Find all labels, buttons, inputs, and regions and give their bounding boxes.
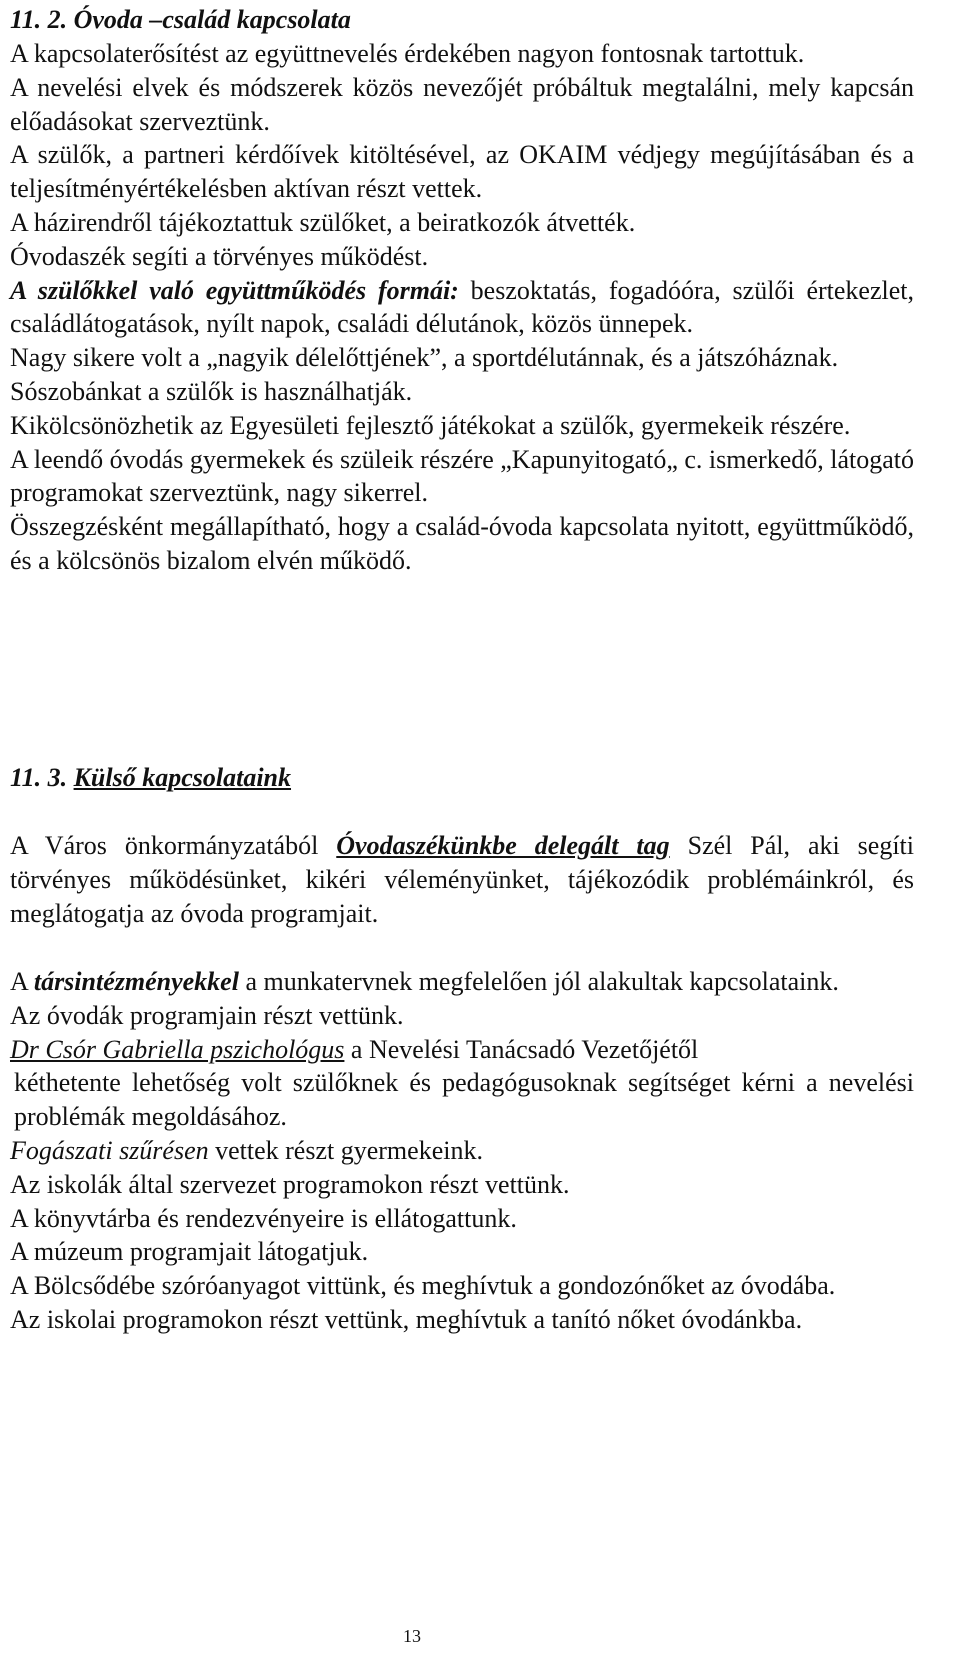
paragraph: [10, 1033, 914, 1067]
paragraph: Az iskolák által szervezet programokon részt vettünk.: [10, 1169, 570, 1199]
paragraph: Az iskolai programokon részt vettünk, meghívtuk a tanító nőket óvodánkba.: [10, 1304, 803, 1334]
paragraph: A múzeum programjait látogatjuk.: [10, 1237, 369, 1267]
text-span: A: [10, 967, 34, 996]
delegate-emphasis: Óvodaszékünkbe delegált tag: [336, 831, 670, 860]
paragraph-municipality: [10, 829, 914, 930]
section-number: 11. 2.: [10, 5, 68, 34]
paragraph: A szülők, a partneri kérdőívek kitöltésével, az OKAIM védjegy megújításában és a teljesítményértékelésben aktívan részt vettek.: [10, 140, 914, 204]
paragraph: Óvodaszék segíti a törvényes működést.: [10, 241, 429, 271]
paragraph: [10, 829, 914, 930]
section-heading-family: [10, 3, 351, 37]
paragraph: A Bölcsődébe szóróanyagot vittünk, és meghívtuk a gondozónőket az óvodába.: [10, 1271, 836, 1301]
text-span: vettek részt gyermekeink.: [208, 1135, 483, 1165]
paragraph: A házirendről tájékoztattuk szülőket, a beiratkozók átvették.: [10, 207, 636, 237]
paragraph: A könyvtárba és rendezvényeire is ellátogattunk.: [10, 1203, 517, 1233]
text-span: a munkatervnek megfelelően jól alakultak kapcsolataink.: [238, 967, 839, 996]
section-number: 11. 3.: [10, 763, 68, 792]
text-span: a Nevelési Tanácsadó Vezetőjétől: [344, 1034, 699, 1064]
psychologist-name: Dr Csór Gabriella pszichológus: [10, 1034, 345, 1064]
paragraph: [10, 1134, 914, 1168]
forms-label: A szülőkkel való együttműködés formái:: [10, 275, 459, 305]
forms-text: beszoktatás, fogadóóra, szülői értekezlet, családlátogatások, nyílt napok, családi délutánok, közös ünnepek.: [10, 275, 914, 339]
paragraph: Összegzésként megállapítható, hogy a család-óvoda kapcsolata nyitott, együttműködő, és a kölcsönös bizalom elvén működő.: [10, 512, 914, 575]
paragraph: A leendő óvodás gyermekek és szüleik részére „Kapunyitogató„ c. ismerkedő, látogató programokat szerveztünk, nagy sikerrel.: [10, 444, 914, 508]
section-heading-external: [10, 761, 291, 795]
paragraph: A kapcsolaterősítést az együttnevelés érdekében nagyon fontosnak tartottuk.: [10, 39, 805, 68]
paragraph: Sószobánkat a szülők is használhatják.: [10, 376, 413, 406]
paragraph: Az óvodák programjain részt vettünk.: [10, 1000, 404, 1030]
paragraph-cooperation-forms: [10, 274, 914, 342]
paragraph: Nagy sikere volt a „nagyik délelőttjének”, a sportdélutánnak, és a játszóháznak.: [10, 343, 839, 373]
page-number: 13: [403, 1626, 421, 1646]
partner-institutions-emphasis: társintézményekkel: [33, 967, 239, 996]
paragraph: A nevelési elvek és módszerek közös nevezőjét próbáltuk megtalálni, mely kapcsán előadásokat szerveztünk.: [10, 72, 914, 136]
paragraph: kéthetente lehetőség volt szülőknek és pedagógusoknak segítséget kérni a nevelési problémák megoldásához.: [14, 1068, 914, 1132]
section-body-external: [10, 965, 914, 1337]
section-title: Óvoda –család kapcsolata: [73, 5, 351, 34]
paragraph: Kikölcsönözhetik az Egyesületi fejlesztő játékokat a szülők, gyermekeik részére.: [10, 410, 851, 440]
section-body-family: [10, 37, 914, 578]
dental-screening-emphasis: Fogászati szűrésen: [10, 1135, 209, 1165]
paragraph: [10, 965, 914, 999]
text-span: A Város önkormányzatából: [10, 831, 337, 860]
text-span: Szél Pál, aki segíti törvényes működésünket, kikéri véleményünket, tájékozódik problémáinkról, és meglátogatja az óvoda programjait.: [10, 831, 914, 928]
section-title: Külső kapcsolataink: [73, 763, 292, 792]
